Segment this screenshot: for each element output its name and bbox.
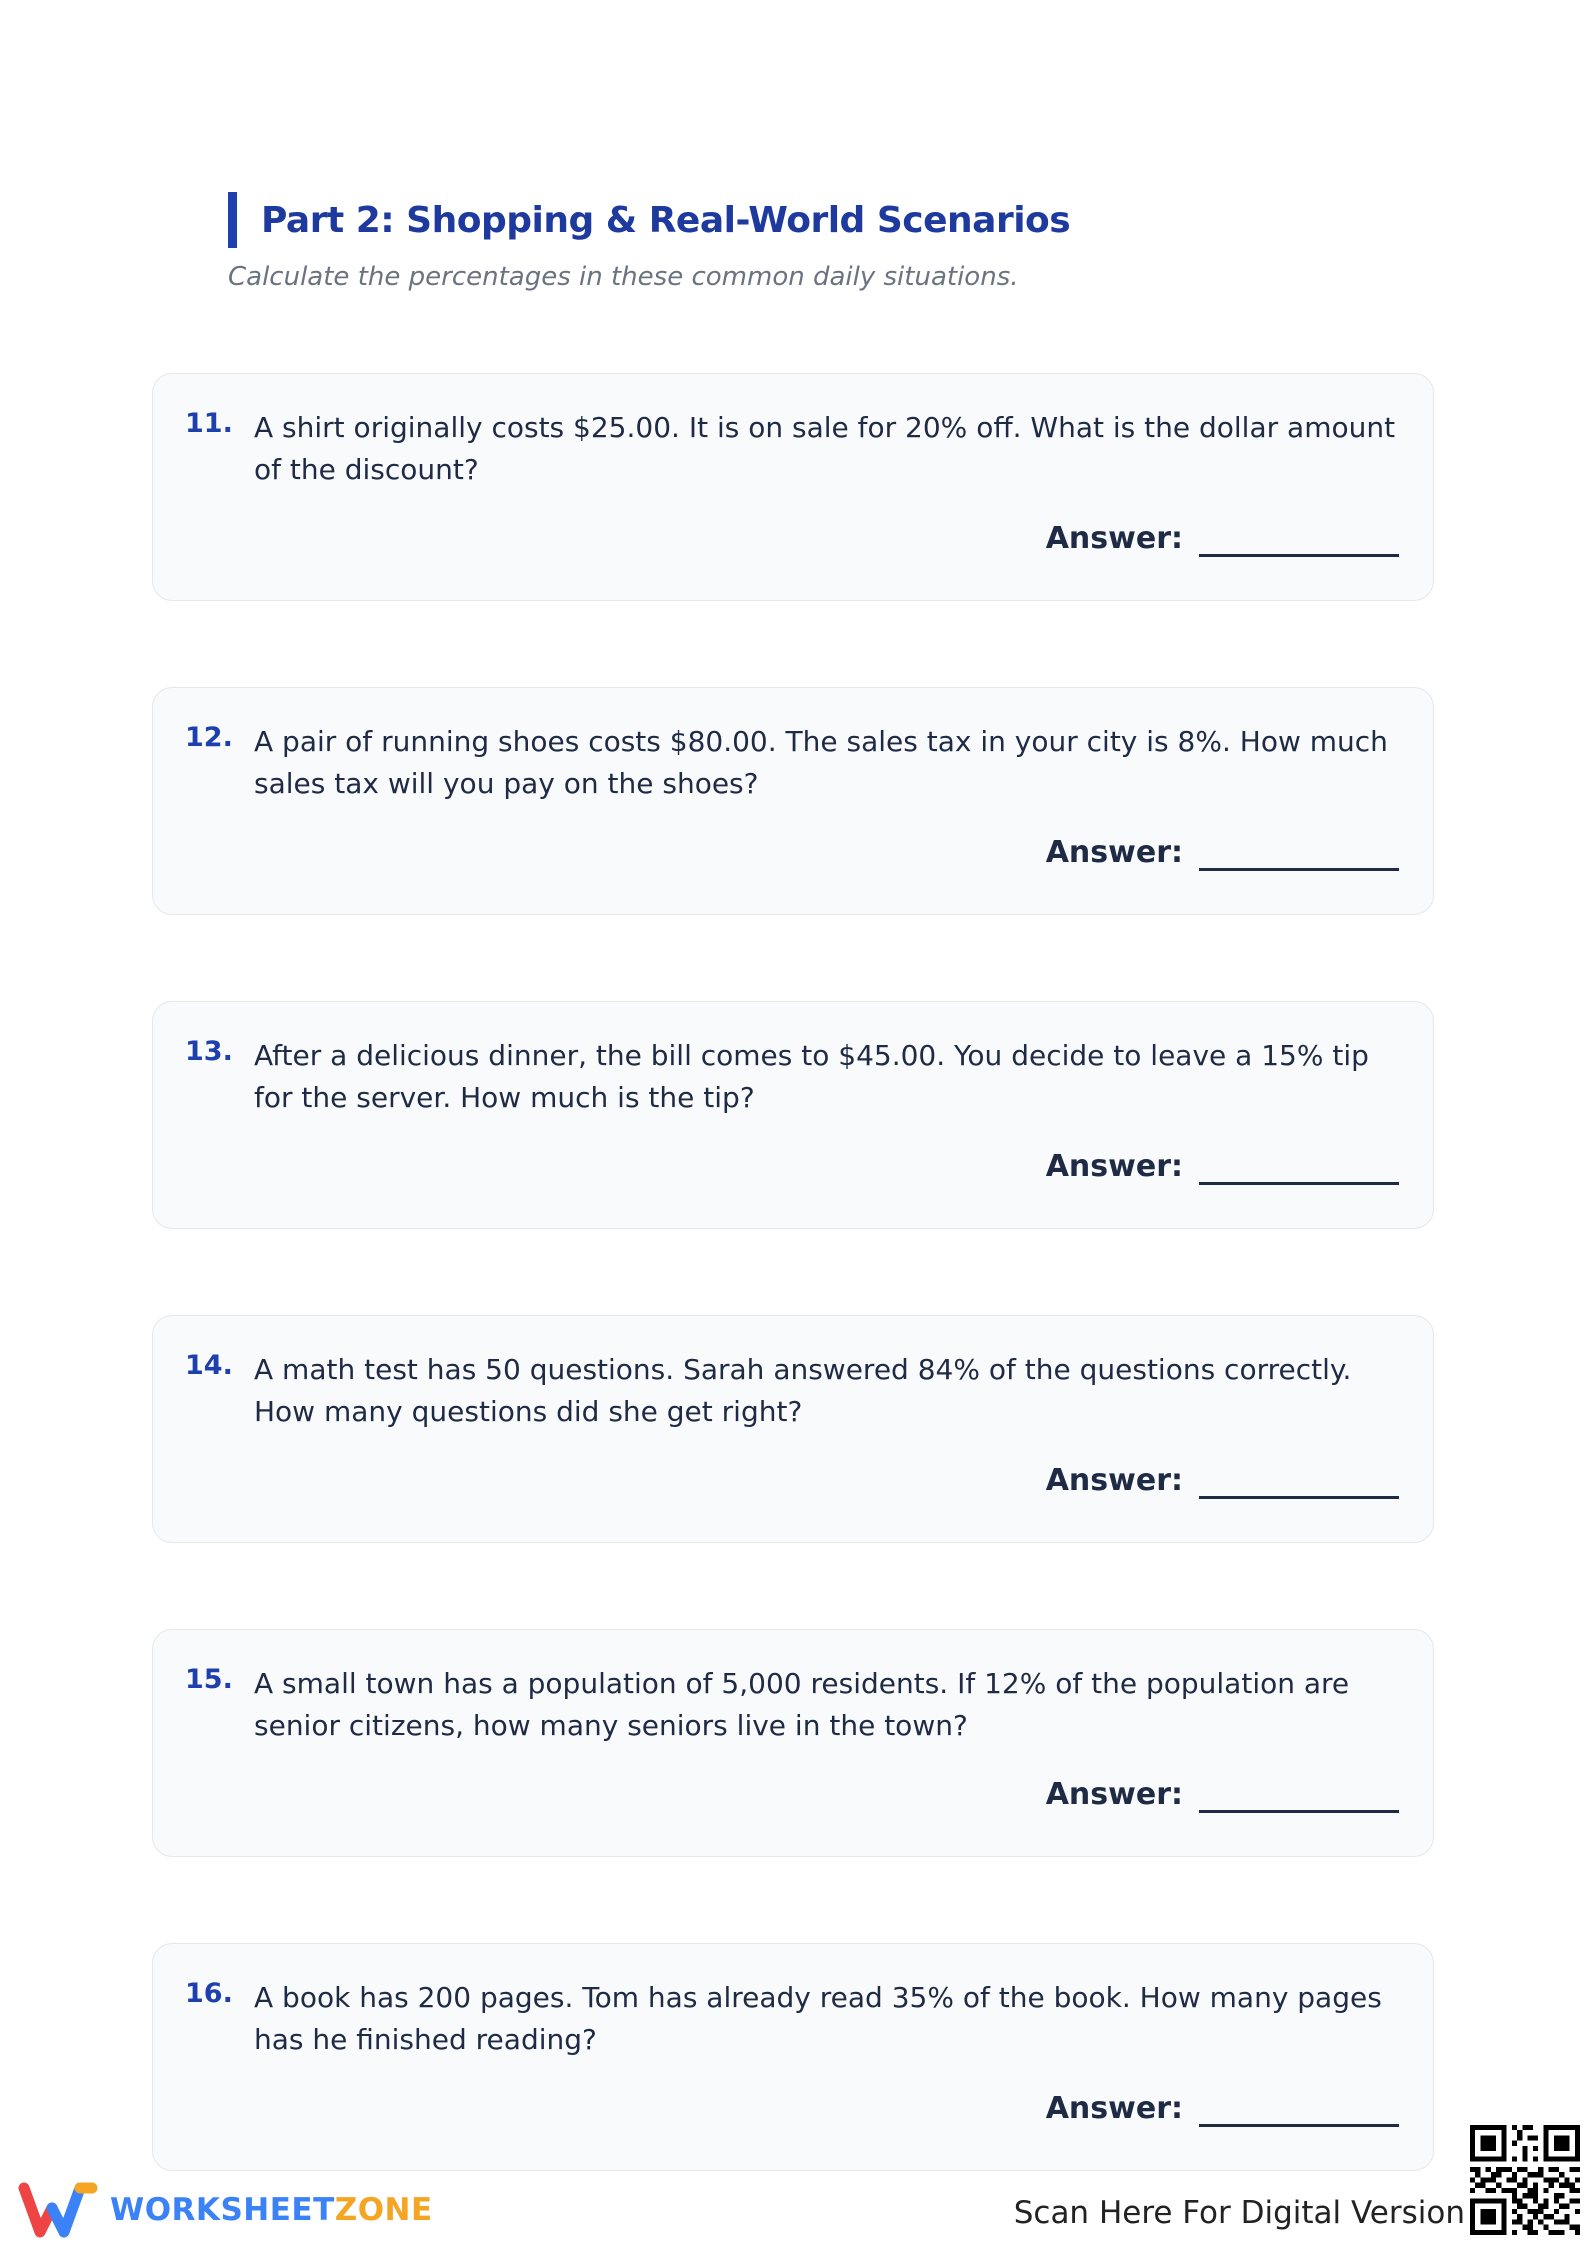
section-header <box>228 192 1070 248</box>
question-number: 15. <box>185 1664 233 1695</box>
question-text: After a delicious dinner, the bill comes to $45.00. You decide to leave a 15% tip for the server. How much is the tip? <box>254 1039 1369 1114</box>
question-text: A small town has a population of 5,000 residents. If 12% of the population are senior citizens, how many seniors live in the town? <box>254 1667 1350 1742</box>
question-card-12 <box>152 687 1434 915</box>
question-number: 13. <box>185 1036 233 1067</box>
question-card-14 <box>152 1315 1434 1543</box>
answer-label: Answer: <box>1045 1463 1183 1498</box>
answer-label: Answer: <box>1045 835 1183 870</box>
answer-label: Answer: <box>1045 1777 1183 1812</box>
section-subtitle: Calculate the percentages in these common daily situations. <box>228 262 1019 292</box>
worksheetzone-logo <box>18 2182 433 2238</box>
answer-blank[interactable] <box>1199 832 1399 871</box>
question-number: 14. <box>185 1350 233 1381</box>
qr-code-icon[interactable] <box>1470 2125 1580 2235</box>
question-list <box>152 373 1434 2257</box>
answer-row <box>1046 1460 1399 1499</box>
brand-name <box>110 2192 433 2228</box>
question-card-15 <box>152 1629 1434 1857</box>
question-card-13 <box>152 1001 1434 1229</box>
answer-row <box>1046 2088 1399 2127</box>
answer-label: Answer: <box>1045 2091 1183 2126</box>
question-text: A book has 200 pages. Tom has already read 35% of the book. How many pages has he finished reading? <box>254 1981 1382 2056</box>
answer-blank[interactable] <box>1199 518 1399 557</box>
question-number: 12. <box>185 722 233 753</box>
question-card-11 <box>152 373 1434 601</box>
brand-name-part1: WORKSHEET <box>110 2192 335 2228</box>
answer-row <box>1046 1146 1399 1185</box>
answer-row <box>1046 518 1399 557</box>
answer-blank[interactable] <box>1199 1460 1399 1499</box>
question-text: A shirt originally costs $25.00. It is on sale for 20% off. What is the dollar amount of the discount? <box>254 411 1396 486</box>
question-number: 11. <box>185 408 233 439</box>
question-card-16 <box>152 1943 1434 2171</box>
answer-blank[interactable] <box>1199 1146 1399 1185</box>
question-number: 16. <box>185 1978 233 2009</box>
brand-name-part2: ZONE <box>334 2192 433 2228</box>
answer-label: Answer: <box>1045 1149 1183 1184</box>
w-logo-icon <box>18 2182 98 2238</box>
answer-blank[interactable] <box>1199 1774 1399 1813</box>
question-text: A pair of running shoes costs $80.00. The sales tax in your city is 8%. How much sales tax will you pay on the shoes? <box>254 725 1388 800</box>
answer-blank[interactable] <box>1199 2088 1399 2127</box>
section-title: Part 2: Shopping & Real-World Scenarios <box>261 199 1071 241</box>
answer-label: Answer: <box>1045 521 1183 556</box>
scan-instruction: Scan Here For Digital Version <box>1013 2195 1465 2231</box>
answer-row <box>1046 832 1399 871</box>
question-text: A math test has 50 questions. Sarah answered 84% of the questions correctly. How many questions did she get right? <box>254 1353 1352 1428</box>
answer-row <box>1046 1774 1399 1813</box>
